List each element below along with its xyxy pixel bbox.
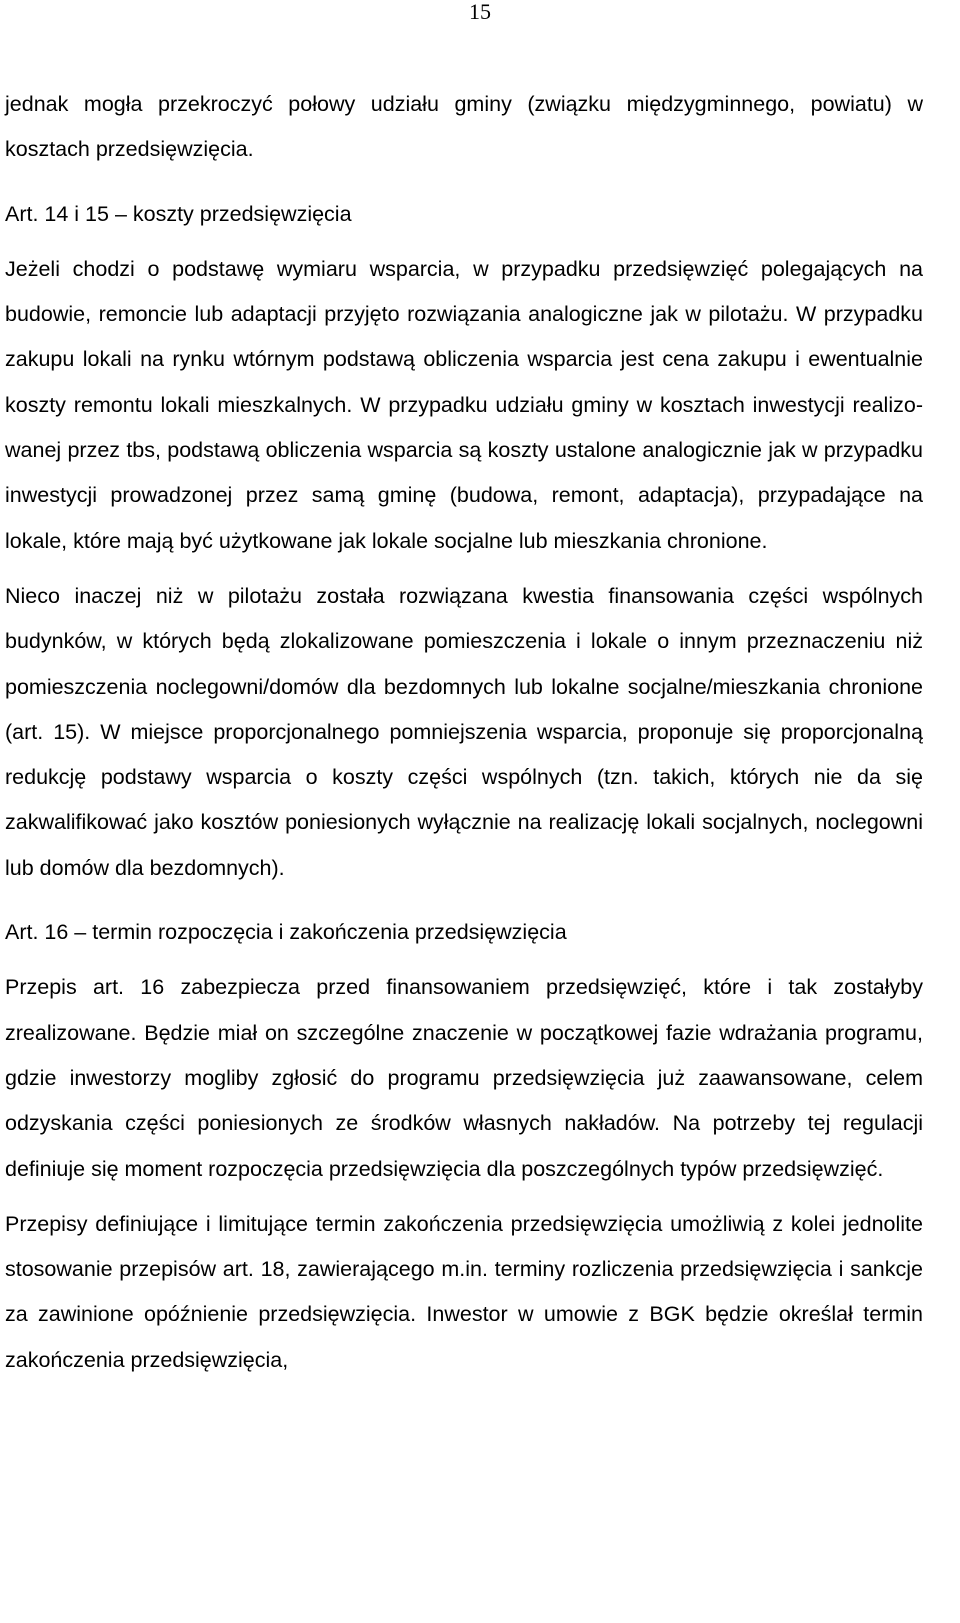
page-number: 15 <box>469 0 491 24</box>
paragraph-completion-deadline: Przepisy definiujące i limitujące termin zakończenia przedsięwzięcia umożliwią z kolei jednolite stosowanie przepisów art. 18, zawierającego m.in. terminy rozliczenia przedsięwzięcia i sankcje za zawinione opóźnienie przedsięwzięcia. Inwestor w umowie z BGK będzie określał termin zakończenia przedsięwzięcia, <box>5 1211 923 1372</box>
section-heading-art-16: Art. 16 – termin rozpoczęcia i zakończenia przedsięwzięcia <box>5 920 567 945</box>
paragraph-continuation: jednak mogła przekroczyć połowy udziału gminy (związku międzygminnego, powiatu) w kosztach przedsięwzięcia. <box>5 92 923 162</box>
paragraph-support-basis: Jeżeli chodzi o podstawę wymiaru wsparcia, w przypadku przedsięwzięć polegających na budowie, remoncie lub adaptacji przyjęto rozwiązania analogiczne jak w pilotażu. W przypadku zakupu lokali na rynku wtórnym podstawą obliczenia wsparcia jest cena zakupu i ewentualnie koszty remontu lokali mieszkalnych. W przypadku udziału gminy w kosztach inwestycji realizowanej przez tbs, podstawą obliczenia wsparcia są koszty ustalone analogicznie jak w przypadku inwestycji prowadzonej przez samą gminę (budowa, remont, adaptacja), przypadające na lokale, które mają być użytkowane jak lokale socjalne lub mieszkania chronione. <box>5 256 923 553</box>
section-heading-art-14-15: Art. 14 i 15 – koszty przedsięwzięcia <box>5 201 352 226</box>
paragraph-art-16-purpose: Przepis art. 16 zabezpiecza przed finansowaniem przedsięwzięć, które i tak zostałyby zrealizowane. Będzie miał on szczególne znaczenie w początkowej fazie wdrażania programu, gdzie inwestorzy mogliby zgłosić do programu przedsięwzięcia już zaawansowane, celem odzyskania części poniesionych ze środków własnych nakładów. Na potrzeby tej regulacji definiuje się moment rozpoczęcia przedsięwzięcia dla poszczególnych typów przedsięwzięć. <box>5 975 923 1181</box>
paragraph-common-parts: Nieco inaczej niż w pilotażu została rozwiązana kwestia finansowania części wspólnych budynków, w których będą zlokalizowane pomieszczenia i lokale o innym przeznaczeniu niż pomieszczenia noclegowni/domów dla bezdomnych lub lokalne socjalne/mieszkania chronione (art. 15). W miejsce proporcjonalnego pomniejszenia wsparcia, proponuje się proporcjonalną redukcję podstawy wsparcia o koszty części wspólnych (tzn. takich, których nie da się zakwalifikować jako kosztów poniesionych wyłącznie na realizację lokali socjalnych, noclegowni lub domów dla bezdomnych). <box>5 583 923 880</box>
document-body <box>5 82 923 1383</box>
